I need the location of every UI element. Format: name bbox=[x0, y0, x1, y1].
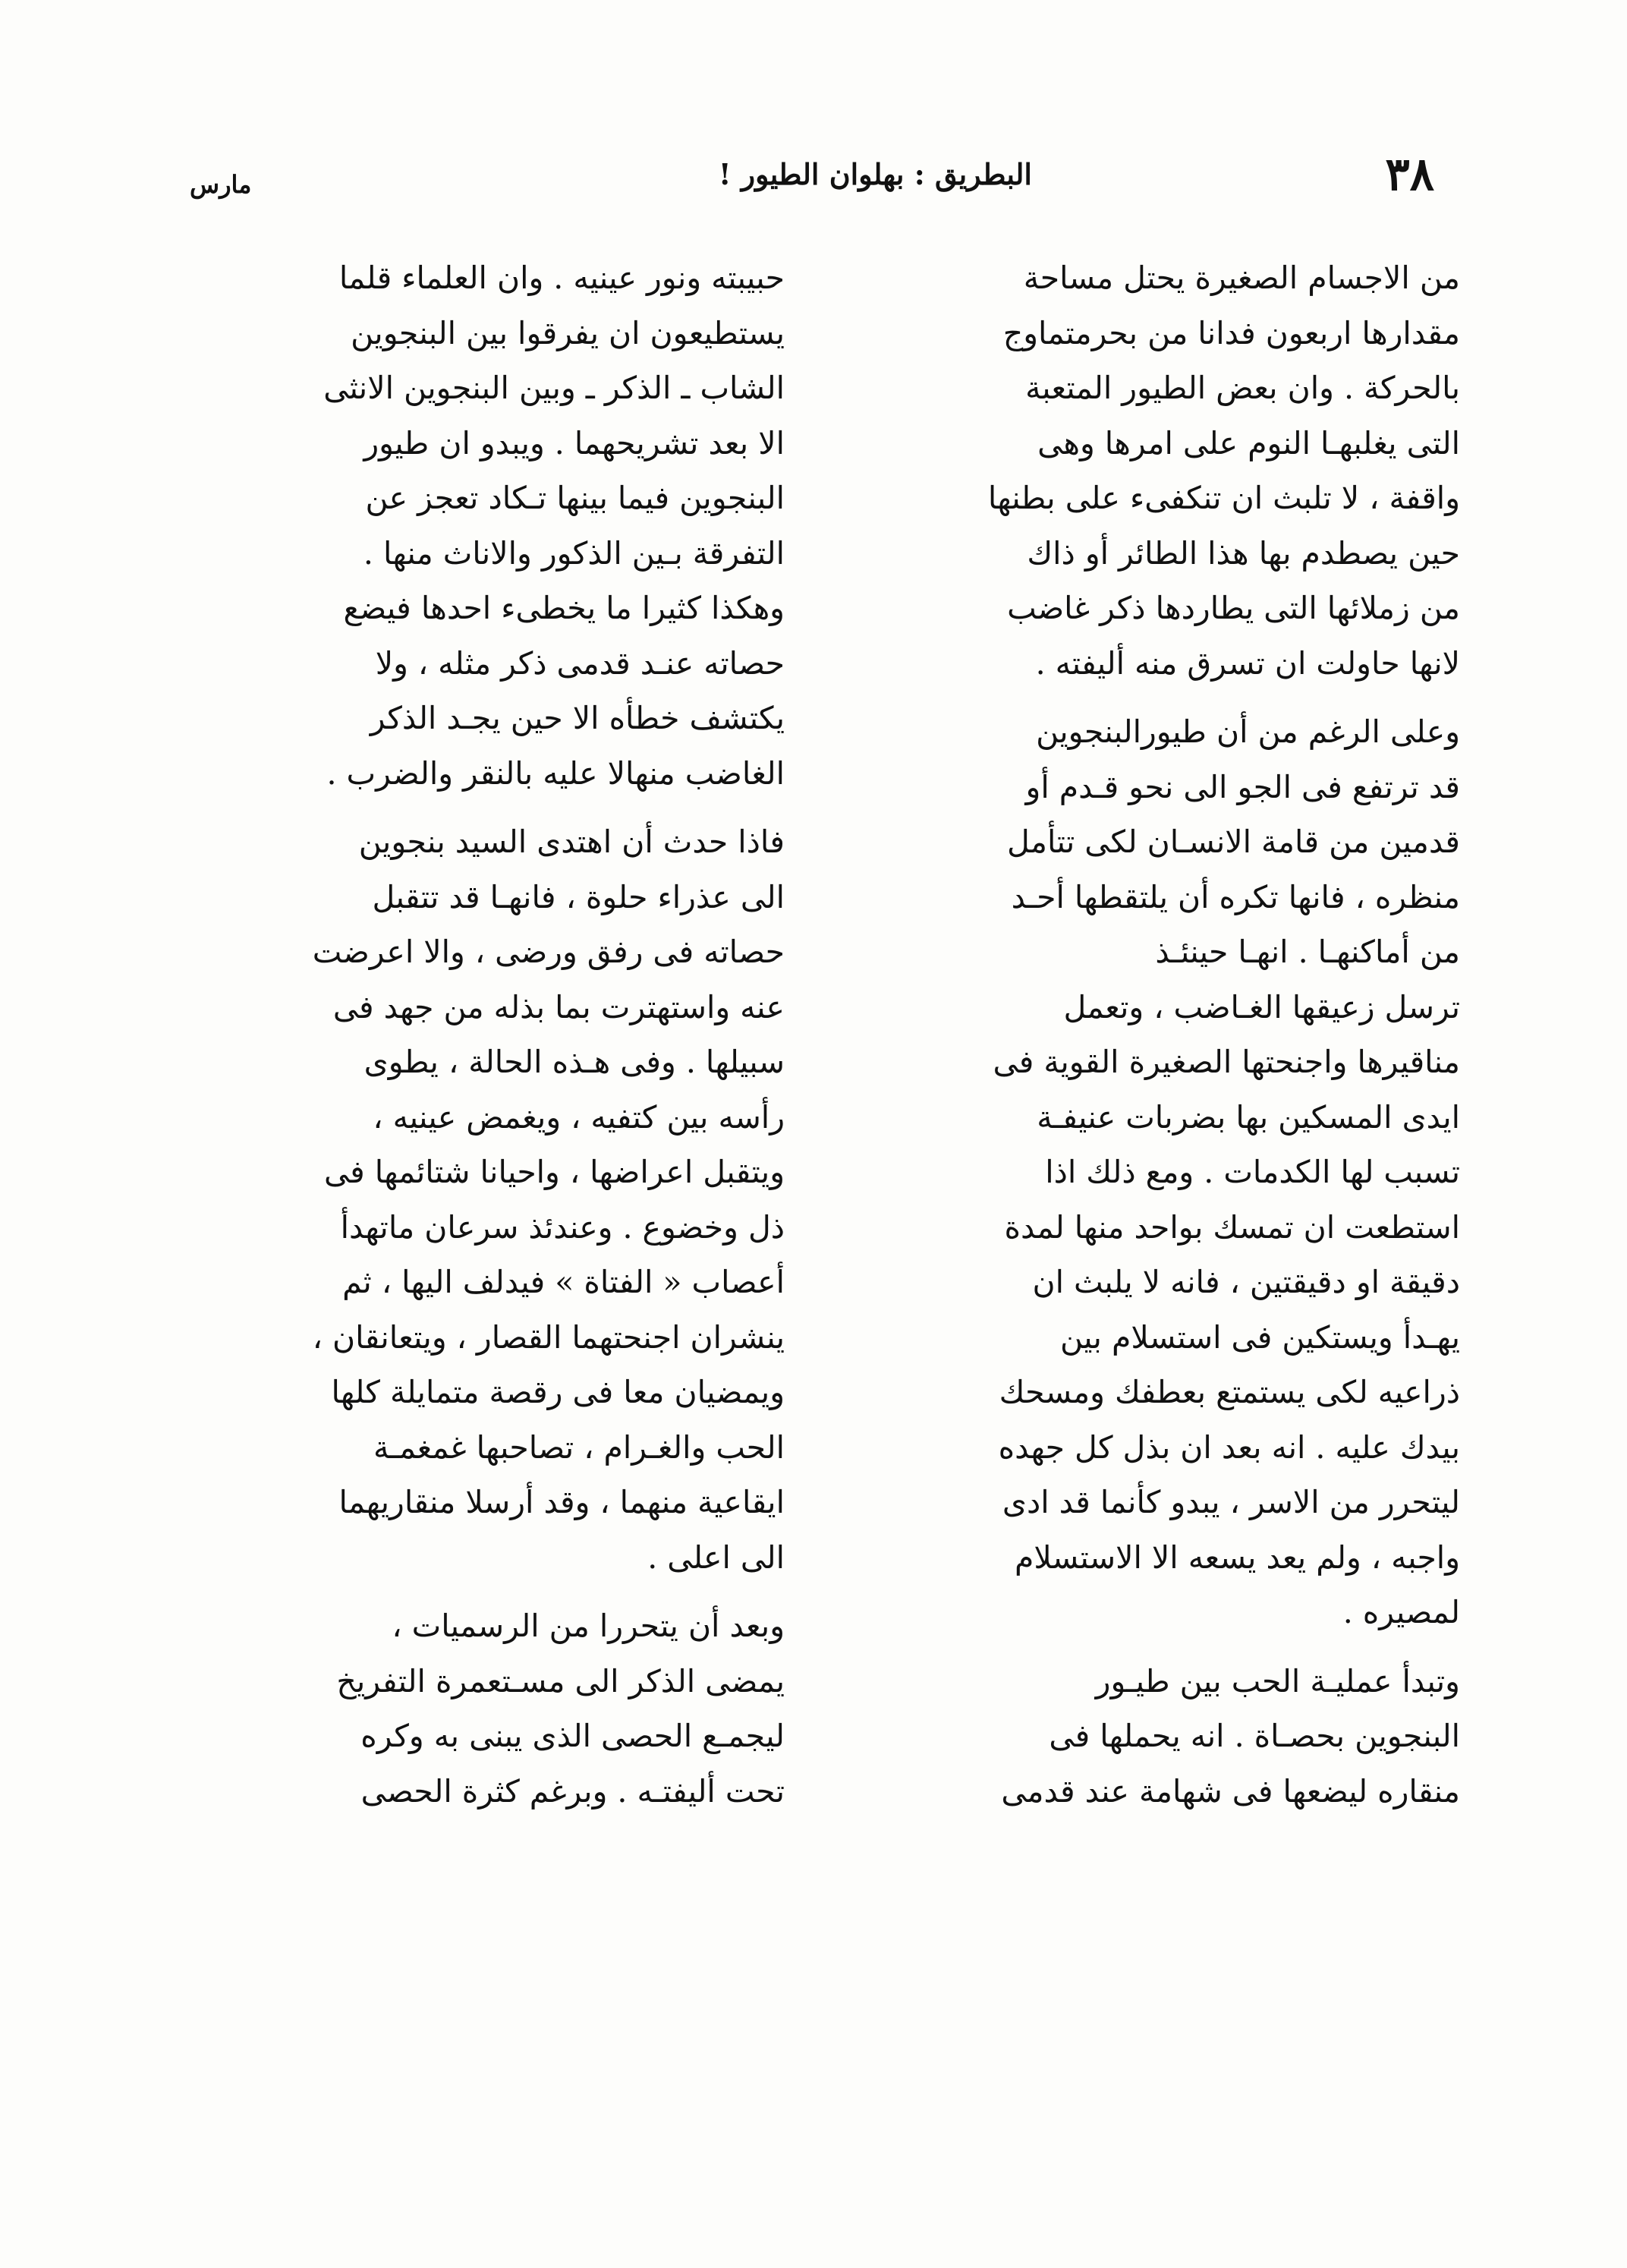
text-line: يستطيعون ان يفرقوا بين البنجوين bbox=[351, 314, 785, 351]
text-line: لانها حاولت ان تسرق منه أليفته . bbox=[1035, 644, 1460, 682]
text-line: منظره ، فانها تكره أن يلتقطها أحـد bbox=[1011, 878, 1460, 915]
text-line: ليجمـع الحصى الذى يبنى به وكره bbox=[360, 1718, 785, 1754]
text-line: ويتقبل اعراضها ، واحيانا شتائمها فى bbox=[323, 1154, 785, 1190]
text-line: ترسل زعيقها الغـاضب ، وتعمل bbox=[1063, 988, 1460, 1025]
text-line: رأسه بين كتفيه ، ويغمض عينيه ، bbox=[373, 1098, 785, 1136]
right-text-column bbox=[823, 250, 1460, 1832]
text-line: قدمين من قامة الانسـان لكى تتأمل bbox=[1006, 824, 1460, 860]
text-line: حبيبته ونور عينيه . وان العلماء قلما bbox=[338, 260, 785, 296]
text-line: الحب والغـرام ، تصاحبها غمغمـة bbox=[373, 1429, 785, 1466]
text-line: مناقيرها واجنحتها الصغيرة القوية فى bbox=[993, 1044, 1460, 1080]
text-line: واقفة ، لا تلبث ان تنكفىء على بطنها bbox=[987, 480, 1460, 516]
text-line: يمضى الذكر الى مسـتعمرة التفريخ bbox=[336, 1662, 785, 1699]
text-line: ذراعيه لكى يستمتع بعطفك ومسحك bbox=[999, 1374, 1460, 1410]
text-line: حصاته عنـد قدمى ذكر مثله ، ولا bbox=[375, 644, 785, 682]
text-line: استطعت ان تمسك بواحد منها لمدة bbox=[1004, 1208, 1460, 1246]
text-line: الى اعلى . bbox=[647, 1539, 785, 1576]
text-line: الى عذراء حلوة ، فانهـا قد تتقبل bbox=[372, 878, 785, 915]
text-line: عنه واستهترت بما بذله من جهد فى bbox=[332, 988, 785, 1025]
text-line: ويمضيان معا فى رقصة متمايلة كلها bbox=[331, 1374, 785, 1410]
page-number: ٣٨ bbox=[1385, 148, 1434, 201]
text-line: وهكذا كثيرا ما يخطىء احدها فيضع bbox=[343, 590, 785, 626]
text-line: التى يغلبهـا النوم على امرها وهى bbox=[1037, 424, 1460, 461]
text-line: أعصاب « الفتاة » فيدلف اليها ، ثم bbox=[342, 1264, 785, 1300]
paragraph bbox=[147, 250, 785, 801]
paragraph bbox=[147, 1599, 785, 1819]
text-line: بالحركة . وان بعض الطيور المتعبة bbox=[1025, 370, 1460, 406]
text-line: مقدارها اربعون فدانا من بحرمتماوج bbox=[1002, 314, 1460, 351]
text-line: الا بعد تشريحهما . ويبدو ان طيور bbox=[363, 424, 785, 461]
left-text-column bbox=[147, 250, 785, 1832]
text-line: ليتحرر من الاسر ، يبدو كأنما قد ادى bbox=[1002, 1484, 1460, 1520]
text-line: ايدى المسكين بها بضربات عنيفـة bbox=[1037, 1098, 1460, 1136]
text-line: وبعد أن يتحررا من الرسميات ، bbox=[392, 1608, 785, 1644]
text-line: ذل وخضوع . وعندئذ سرعان ماتهدأ bbox=[340, 1208, 785, 1246]
text-line: تسبب لها الكدمات . ومع ذلك اذا bbox=[1045, 1154, 1460, 1190]
text-line: تحت أليفتـه . وبرغم كثرة الحصى bbox=[360, 1772, 785, 1810]
text-line: واجبه ، ولم يعد يسعه الا الاستسلام bbox=[1014, 1539, 1460, 1576]
text-line: دقيقة او دقيقتين ، فانه لا يلبث ان bbox=[1032, 1264, 1460, 1300]
text-line: حين يصطدم بها هذا الطائر أو ذاك bbox=[1027, 534, 1460, 572]
text-line: وعلى الرغم من أن طيورالبنجوين bbox=[1036, 713, 1460, 750]
text-line: حصاته فى رفق ورضى ، والا اعرضت bbox=[312, 934, 785, 970]
text-line: يكتشف خطأه الا حين يجـد الذكر bbox=[370, 700, 785, 736]
paragraph bbox=[823, 704, 1460, 1640]
text-line: التفرقة بـين الذكور والاناث منها . bbox=[363, 534, 785, 572]
text-line: لمصيره . bbox=[1342, 1594, 1460, 1630]
text-line: يهـدأ ويستكين فى استسلام بين bbox=[1059, 1318, 1460, 1356]
text-line: من الاجسام الصغيرة يحتل مساحة bbox=[1023, 260, 1460, 296]
text-line: ينشران اجنحتهما القصار ، ويتعانقان ، bbox=[312, 1318, 785, 1356]
paragraph bbox=[823, 250, 1460, 691]
text-line: البنجوين فيما بينها تـكاد تعجز عن bbox=[365, 480, 785, 516]
text-line: من أماكنهـا . انهـا حينئـذ bbox=[1155, 934, 1460, 970]
text-line: قد ترتفع فى الجو الى نحو قـدم أو bbox=[1025, 768, 1460, 805]
paragraph bbox=[147, 814, 785, 1585]
text-line: منقاره ليضعها فى شهامة عند قدمى bbox=[1001, 1772, 1460, 1810]
text-line: سبيلها . وفى هـذه الحالة ، يطوى bbox=[363, 1044, 785, 1080]
paragraph bbox=[823, 1654, 1460, 1819]
page-header bbox=[190, 144, 1434, 213]
text-line: فاذا حدث أن اهتدى السيد بنجوين bbox=[358, 824, 785, 860]
text-line: البنجوين بحصـاة . انه يحملها فى bbox=[1049, 1718, 1460, 1754]
text-line: من زملائها التى يطاردها ذكر غاضب bbox=[1007, 590, 1460, 626]
text-line: بيدك عليه . انه بعد ان بذل كل جهده bbox=[998, 1429, 1460, 1466]
text-line: الشاب ـ الذكر ـ وبين البنجوين الانثى bbox=[323, 370, 785, 406]
text-line: وتبدأ عمليـة الحب بين طيـور bbox=[1095, 1662, 1460, 1699]
running-title: البطريق : بهلوان الطيور ! bbox=[718, 157, 1032, 191]
text-line: الغاضب منهالا عليه بالنقر والضرب . bbox=[326, 754, 785, 792]
issue-month: مارس bbox=[190, 170, 252, 199]
text-line: ايقاعية منهما ، وقد أرسلا منقاريهما bbox=[338, 1484, 785, 1520]
